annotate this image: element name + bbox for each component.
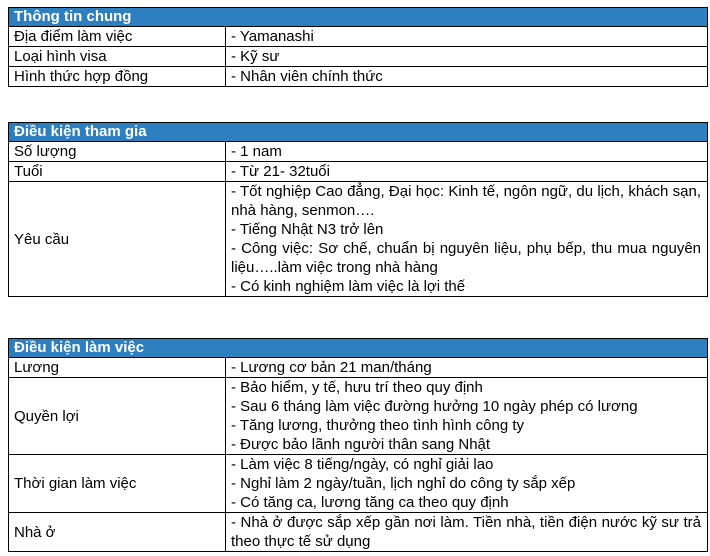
row-label: Lương xyxy=(9,358,226,378)
row-label: Yêu cầu xyxy=(9,182,226,297)
table-row xyxy=(9,67,708,87)
row-value: - Từ 21- 32tuổi xyxy=(226,162,708,182)
row-label: Thời gian làm việc xyxy=(9,455,226,513)
row-value: - Làm việc 8 tiếng/ngày, có nghỉ giải lao - Nghỉ làm 2 ngày/tuần, lịch nghỉ do công ty sắp xếp - Có tăng ca, lương tăng ca theo quy định xyxy=(226,455,708,513)
row-value: - Yamanashi xyxy=(226,27,708,47)
section-title: Điều kiện tham gia xyxy=(9,123,708,142)
row-label: Số lượng xyxy=(9,142,226,162)
table-row xyxy=(9,358,708,378)
row-value: - Nhân viên chính thức xyxy=(226,67,708,87)
table-row xyxy=(9,47,708,67)
row-value: - Tốt nghiệp Cao đẳng, Đại học: Kinh tế, ngôn ngữ, du lịch, khách sạn, nhà hàng, senmon…. - Tiếng Nhật N3 trở lên - Công việc: Sơ chế, chuẩn bị nguyên liệu, phụ bếp, thu mua nguyên liệu…..làm việc trong nhà hàng - Có kinh nghiệm làm việc là lợi thế xyxy=(226,182,708,297)
section-title: Thông tin chung xyxy=(9,8,708,27)
row-label: Hình thức hợp đồng xyxy=(9,67,226,87)
table-row xyxy=(9,27,708,47)
row-label: Địa điểm làm việc xyxy=(9,27,226,47)
table-row xyxy=(9,142,708,162)
row-label: Loại hình visa xyxy=(9,47,226,67)
row-label: Nhà ở xyxy=(9,513,226,552)
row-label: Tuổi xyxy=(9,162,226,182)
table-row xyxy=(9,162,708,182)
working-conditions-table xyxy=(8,338,708,552)
row-label: Quyền lợi xyxy=(9,378,226,455)
table-row xyxy=(9,182,708,297)
row-value: - Kỹ sư xyxy=(226,47,708,67)
table-row xyxy=(9,455,708,513)
row-value: - Nhà ở được sắp xếp gần nơi làm. Tiền nhà, tiền điện nước kỹ sư trả theo thực tế sử dụng xyxy=(226,513,708,552)
general-info-table xyxy=(8,7,708,87)
participation-conditions-table xyxy=(8,122,708,297)
section-title: Điều kiện làm việc xyxy=(9,339,708,358)
row-value: - Bảo hiểm, y tế, hưu trí theo quy định - Sau 6 tháng làm việc đường hưởng 10 ngày phép có lương - Tăng lương, thưởng theo tình hình công ty - Được bảo lãnh người thân sang Nhật xyxy=(226,378,708,455)
row-value: - 1 nam xyxy=(226,142,708,162)
table-row xyxy=(9,378,708,455)
table-row xyxy=(9,513,708,552)
row-value: - Lương cơ bản 21 man/tháng xyxy=(226,358,708,378)
